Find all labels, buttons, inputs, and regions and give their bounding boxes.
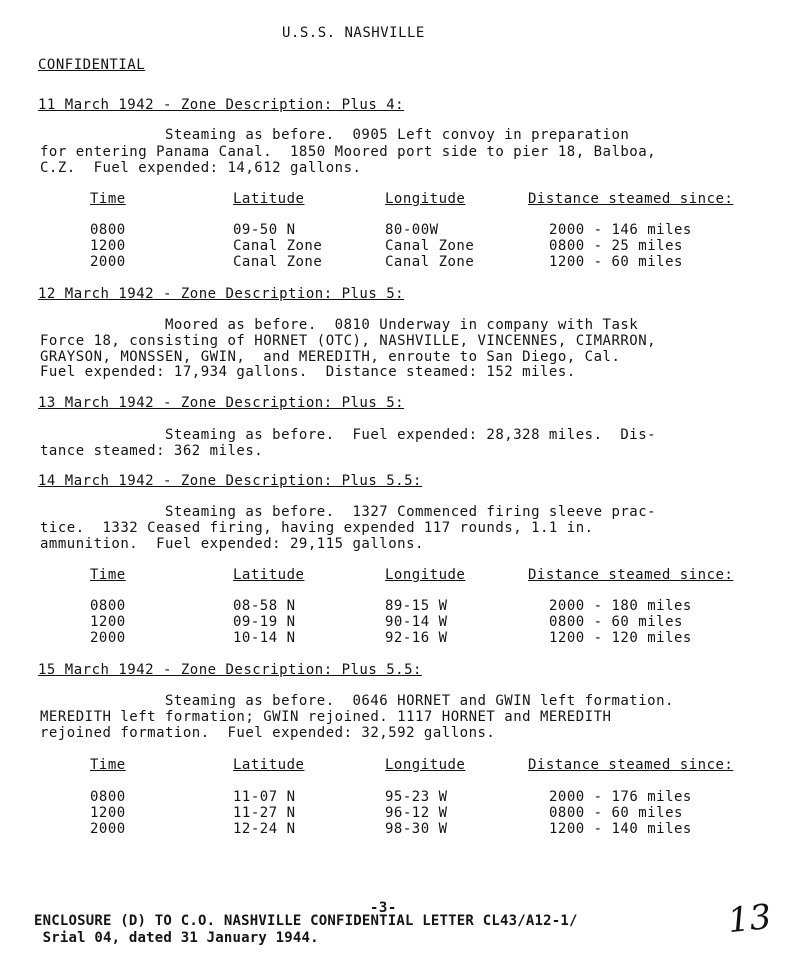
table-header-time: Time: [90, 757, 126, 773]
entry-body-line: Fuel expended: 17,934 gallons. Distance steamed: 152 miles.: [40, 364, 576, 380]
entry-body-line: GRAYSON, MONSSEN, GWIN, and MEREDITH, enroute to San Diego, Cal.: [40, 349, 621, 365]
entry-body-line: Steaming as before. 0905 Left convoy in preparation: [40, 127, 630, 143]
cell-distance: 0800 - 25 miles: [549, 238, 683, 254]
cell-latitude: 09-19 N: [233, 614, 296, 630]
cell-longitude: 95-23 W: [385, 789, 448, 805]
entry-body-line: MEREDITH left formation; GWIN rejoined. 1117 HORNET and MEREDITH: [40, 709, 612, 725]
cell-time: 1200: [90, 614, 126, 630]
entry-body-line: tice. 1332 Ceased firing, having expended 117 rounds, 1.1 in.: [40, 520, 594, 536]
entry-body-line: for entering Panama Canal. 1850 Moored port side to pier 18, Balboa,: [40, 144, 657, 160]
entry-heading: 12 March 1942 - Zone Description: Plus 5:: [38, 286, 405, 302]
cell-longitude: 92-16 W: [385, 630, 448, 646]
cell-latitude: 10-14 N: [233, 630, 296, 646]
handwritten-page-number: 13: [726, 896, 774, 942]
table-header-distance: Distance steamed since:: [528, 567, 734, 583]
cell-latitude: Canal Zone: [233, 254, 323, 270]
entry-heading: 11 March 1942 - Zone Description: Plus 4:: [38, 97, 405, 113]
cell-latitude: 11-07 N: [233, 789, 296, 805]
table-header-latitude: Latitude: [233, 567, 305, 583]
entry-heading: 14 March 1942 - Zone Description: Plus 5.5:: [38, 473, 422, 489]
cell-longitude: 90-14 W: [385, 614, 448, 630]
cell-latitude: 11-27 N: [233, 805, 296, 821]
table-header-longitude: Longitude: [385, 757, 466, 773]
cell-longitude: 89-15 W: [385, 598, 448, 614]
entry-body-line: Steaming as before. 1327 Commenced firing sleeve prac-: [40, 504, 657, 520]
entry-body-line: Moored as before. 0810 Underway in company with Task: [40, 317, 639, 333]
table-header-latitude: Latitude: [233, 757, 305, 773]
cell-longitude: Canal Zone: [385, 254, 475, 270]
entry-body-line: rejoined formation. Fuel expended: 32,592 gallons.: [40, 725, 496, 741]
cell-latitude: Canal Zone: [233, 238, 323, 254]
table-header-distance: Distance steamed since:: [528, 191, 734, 207]
table-header-longitude: Longitude: [385, 567, 466, 583]
entry-heading: 13 March 1942 - Zone Description: Plus 5:: [38, 395, 405, 411]
table-header-distance: Distance steamed since:: [528, 757, 734, 773]
footer-enclosure-line: ENCLOSURE (D) TO C.O. NASHVILLE CONFIDENTIAL LETTER CL43/A12-1/: [34, 913, 578, 929]
cell-time: 2000: [90, 821, 126, 837]
entry-body-line: Steaming as before. 0646 HORNET and GWIN left formation.: [40, 693, 674, 709]
cell-latitude: 09-50 N: [233, 222, 296, 238]
table-header-time: Time: [90, 191, 126, 207]
cell-time: 0800: [90, 222, 126, 238]
cell-distance: 1200 - 140 miles: [549, 821, 692, 837]
entry-heading: 15 March 1942 - Zone Description: Plus 5.5:: [38, 662, 422, 678]
cell-longitude: Canal Zone: [385, 238, 475, 254]
cell-distance: 0800 - 60 miles: [549, 614, 683, 630]
cell-time: 0800: [90, 598, 126, 614]
page-number: -3-: [370, 900, 397, 916]
entry-body-line: Force 18, consisting of HORNET (OTC), NASHVILLE, VINCENNES, CIMARRON,: [40, 333, 657, 349]
cell-longitude: 96-12 W: [385, 805, 448, 821]
entry-body-line: tance steamed: 362 miles.: [40, 443, 264, 459]
footer-serial-line: Srial 04, dated 31 January 1944.: [34, 930, 319, 946]
cell-latitude: 08-58 N: [233, 598, 296, 614]
cell-distance: 1200 - 120 miles: [549, 630, 692, 646]
cell-distance: 2000 - 180 miles: [549, 598, 692, 614]
table-header-longitude: Longitude: [385, 191, 466, 207]
cell-time: 1200: [90, 238, 126, 254]
table-header-time: Time: [90, 567, 126, 583]
entry-body-line: C.Z. Fuel expended: 14,612 gallons.: [40, 160, 362, 176]
table-header-latitude: Latitude: [233, 191, 305, 207]
cell-time: 0800: [90, 789, 126, 805]
cell-longitude: 80-00W: [385, 222, 439, 238]
entry-body-line: ammunition. Fuel expended: 29,115 gallons.: [40, 536, 424, 552]
cell-latitude: 12-24 N: [233, 821, 296, 837]
cell-longitude: 98-30 W: [385, 821, 448, 837]
classification-label: CONFIDENTIAL: [38, 57, 146, 73]
cell-time: 2000: [90, 630, 126, 646]
cell-distance: 2000 - 146 miles: [549, 222, 692, 238]
cell-distance: 1200 - 60 miles: [549, 254, 683, 270]
cell-time: 1200: [90, 805, 126, 821]
cell-distance: 0800 - 60 miles: [549, 805, 683, 821]
ship-title: U.S.S. NASHVILLE: [282, 25, 425, 41]
cell-time: 2000: [90, 254, 126, 270]
entry-body-line: Steaming as before. Fuel expended: 28,328 miles. Dis-: [40, 427, 657, 443]
cell-distance: 2000 - 176 miles: [549, 789, 692, 805]
